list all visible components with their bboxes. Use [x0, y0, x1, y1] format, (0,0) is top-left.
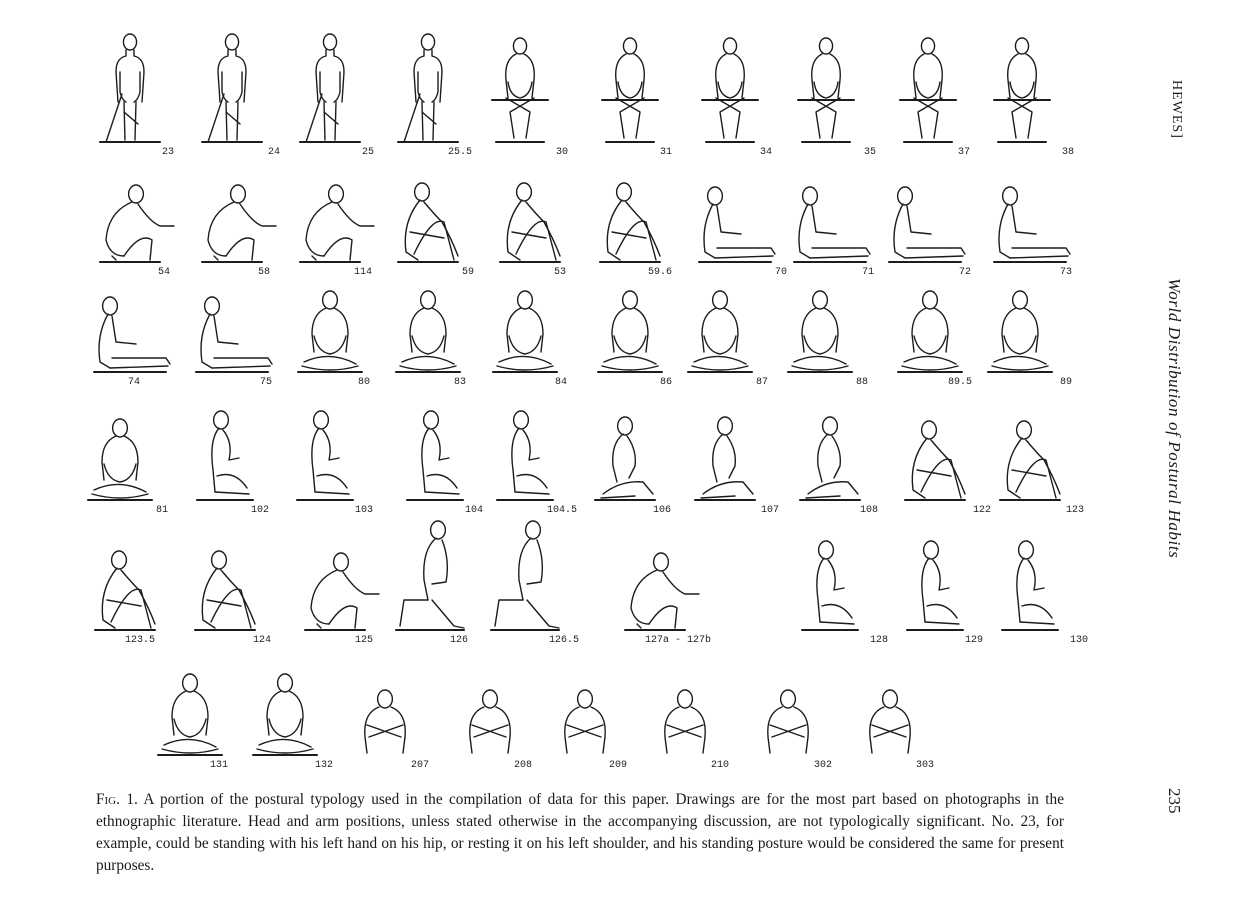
posture-number-label: 88: [856, 377, 869, 388]
posture-figure: [595, 417, 655, 500]
posture-number-label: 104.5: [547, 505, 578, 516]
posture-number-label: 37: [958, 147, 971, 158]
posture-number-label: 87: [756, 377, 769, 388]
posture-figure: [396, 291, 460, 372]
posture-number-label: 30: [556, 147, 569, 158]
posture-number-label: 53: [554, 267, 567, 278]
posture-number-label: 130: [1070, 635, 1089, 646]
posture-number-label: 71: [862, 267, 875, 278]
posture-number-label: 89.5: [948, 377, 973, 388]
posture-figure: [100, 185, 174, 262]
posture-figure: [788, 291, 852, 372]
posture-figure: [665, 690, 705, 753]
posture-number-label: 81: [156, 505, 169, 516]
posture-figure: [491, 521, 559, 630]
posture-figure: [398, 183, 458, 262]
posture-figure: [202, 34, 262, 142]
posture-figure: [95, 551, 155, 630]
posture-figure: [365, 690, 405, 753]
posture-number-label: 25.5: [448, 147, 473, 158]
posture-number-label: 24: [268, 147, 281, 158]
posture-number-label: 114: [354, 267, 373, 278]
posture-number-label: 73: [1060, 267, 1073, 278]
posture-number-label: 126.5: [549, 635, 580, 646]
posture-number-label: 122: [973, 505, 992, 516]
posture-figure: [497, 411, 553, 500]
posture-number-label: 75: [260, 377, 273, 388]
posture-number-label: 84: [555, 377, 568, 388]
posture-number-label: 303: [916, 760, 935, 771]
posture-number-label: 86: [660, 377, 673, 388]
posture-figure: [300, 185, 374, 262]
posture-number-label: 208: [514, 760, 533, 771]
posture-number-label: 59.6: [648, 267, 673, 278]
posture-figure: [900, 38, 956, 142]
posture-number-label: 103: [355, 505, 374, 516]
posture-number-label: 54: [158, 267, 171, 278]
posture-number-label: 38: [1062, 147, 1075, 158]
posture-figure: [798, 38, 854, 142]
figure-caption-tag: Fig. 1.: [96, 791, 138, 808]
posture-number-label: 302: [814, 760, 833, 771]
posture-number-label: 106: [653, 505, 672, 516]
posture-figure: [905, 421, 965, 500]
posture-figure: [699, 187, 775, 262]
posture-figure: [202, 185, 276, 262]
posture-figure: [396, 521, 464, 630]
posture-number-label: 35: [864, 147, 877, 158]
posture-number-label: 102: [251, 505, 270, 516]
posture-figure: [407, 411, 463, 500]
posture-number-label: 127a - 127b: [645, 635, 712, 646]
posture-number-label: 80: [358, 377, 371, 388]
posture-number-label: 123.5: [125, 635, 156, 646]
posture-figure: [300, 34, 360, 142]
posture-figure: [600, 183, 660, 262]
posture-number-label: 123: [1066, 505, 1085, 516]
posture-figure: [800, 417, 860, 500]
posture-number-label: 89: [1060, 377, 1073, 388]
posture-figure: [298, 291, 362, 372]
posture-figure: [88, 419, 152, 500]
posture-figure: [702, 38, 758, 142]
posture-number-label: 126: [450, 635, 469, 646]
posture-number-label: 104: [465, 505, 484, 516]
posture-figure: [158, 674, 222, 755]
figure-caption: [96, 789, 1064, 877]
posture-figure: [100, 34, 160, 142]
posture-number-label: 125: [355, 635, 374, 646]
posture-figure: [94, 297, 170, 372]
posture-number-label: 31: [660, 147, 673, 158]
posture-number-label: 59: [462, 267, 475, 278]
posture-number-label: 131: [210, 760, 229, 771]
posture-number-label: 58: [258, 267, 271, 278]
posture-figure: [470, 690, 510, 753]
posture-number-label: 34: [760, 147, 773, 158]
posture-figure: [493, 291, 557, 372]
posture-number-label: 129: [965, 635, 984, 646]
posture-figure: [794, 187, 870, 262]
posture-figure: [994, 187, 1070, 262]
page-number: 235: [1165, 788, 1184, 814]
posture-figure: [305, 553, 379, 630]
running-head-author: HEWES]: [1169, 80, 1184, 139]
posture-number-label: 70: [775, 267, 788, 278]
posture-number-label: 74: [128, 377, 141, 388]
posture-figure: [1002, 541, 1058, 630]
posture-number-label: 210: [711, 760, 730, 771]
posture-figure: [768, 690, 808, 753]
figure-caption-text: A portion of the postural typology used in the compilation of data for this paper. Drawings are for the most part based on photographs in the ethnographic literature. Head and arm positions, unless stated otherwise in the accompanying discussion, are not typologically significant. No. 23, for example, could be standing with his left hand on his hip, or resting it on his left shoulder, and his standing posture would be considered the same for present purposes.: [96, 791, 1064, 874]
posture-figure: [195, 551, 255, 630]
posture-figure: [688, 291, 752, 372]
posture-number-label: 132: [315, 760, 334, 771]
posture-number-label: 108: [860, 505, 879, 516]
posture-figure: [253, 674, 317, 755]
posture-number-label: 83: [454, 377, 467, 388]
posture-figure: [898, 291, 962, 372]
posture-figure: [492, 38, 548, 142]
posture-number-label: 209: [609, 760, 628, 771]
posture-figure: [870, 690, 910, 753]
posture-figure: [297, 411, 353, 500]
posture-figure: [602, 38, 658, 142]
posture-number-label: 124: [253, 635, 272, 646]
posture-number-label: 23: [162, 147, 175, 158]
running-head-title: World Distribution of Postural Habits: [1165, 278, 1184, 559]
posture-figure: [565, 690, 605, 753]
posture-figure: [802, 541, 858, 630]
posture-figure: [197, 411, 253, 500]
posture-figure: [994, 38, 1050, 142]
posture-figure: [625, 553, 699, 630]
posture-figure: [1000, 421, 1060, 500]
posture-figure: [196, 297, 272, 372]
posture-figure: [988, 291, 1052, 372]
posture-number-label: 72: [959, 267, 972, 278]
posture-figure: [907, 541, 963, 630]
posture-figure: [500, 183, 560, 262]
posture-figure: [695, 417, 755, 500]
posture-figure: [598, 291, 662, 372]
posture-number-label: 207: [411, 760, 430, 771]
posture-number-label: 25: [362, 147, 375, 158]
posture-figure: [398, 34, 458, 142]
posture-number-label: 107: [761, 505, 780, 516]
posture-number-label: 128: [870, 635, 889, 646]
posture-figure: [889, 187, 965, 262]
